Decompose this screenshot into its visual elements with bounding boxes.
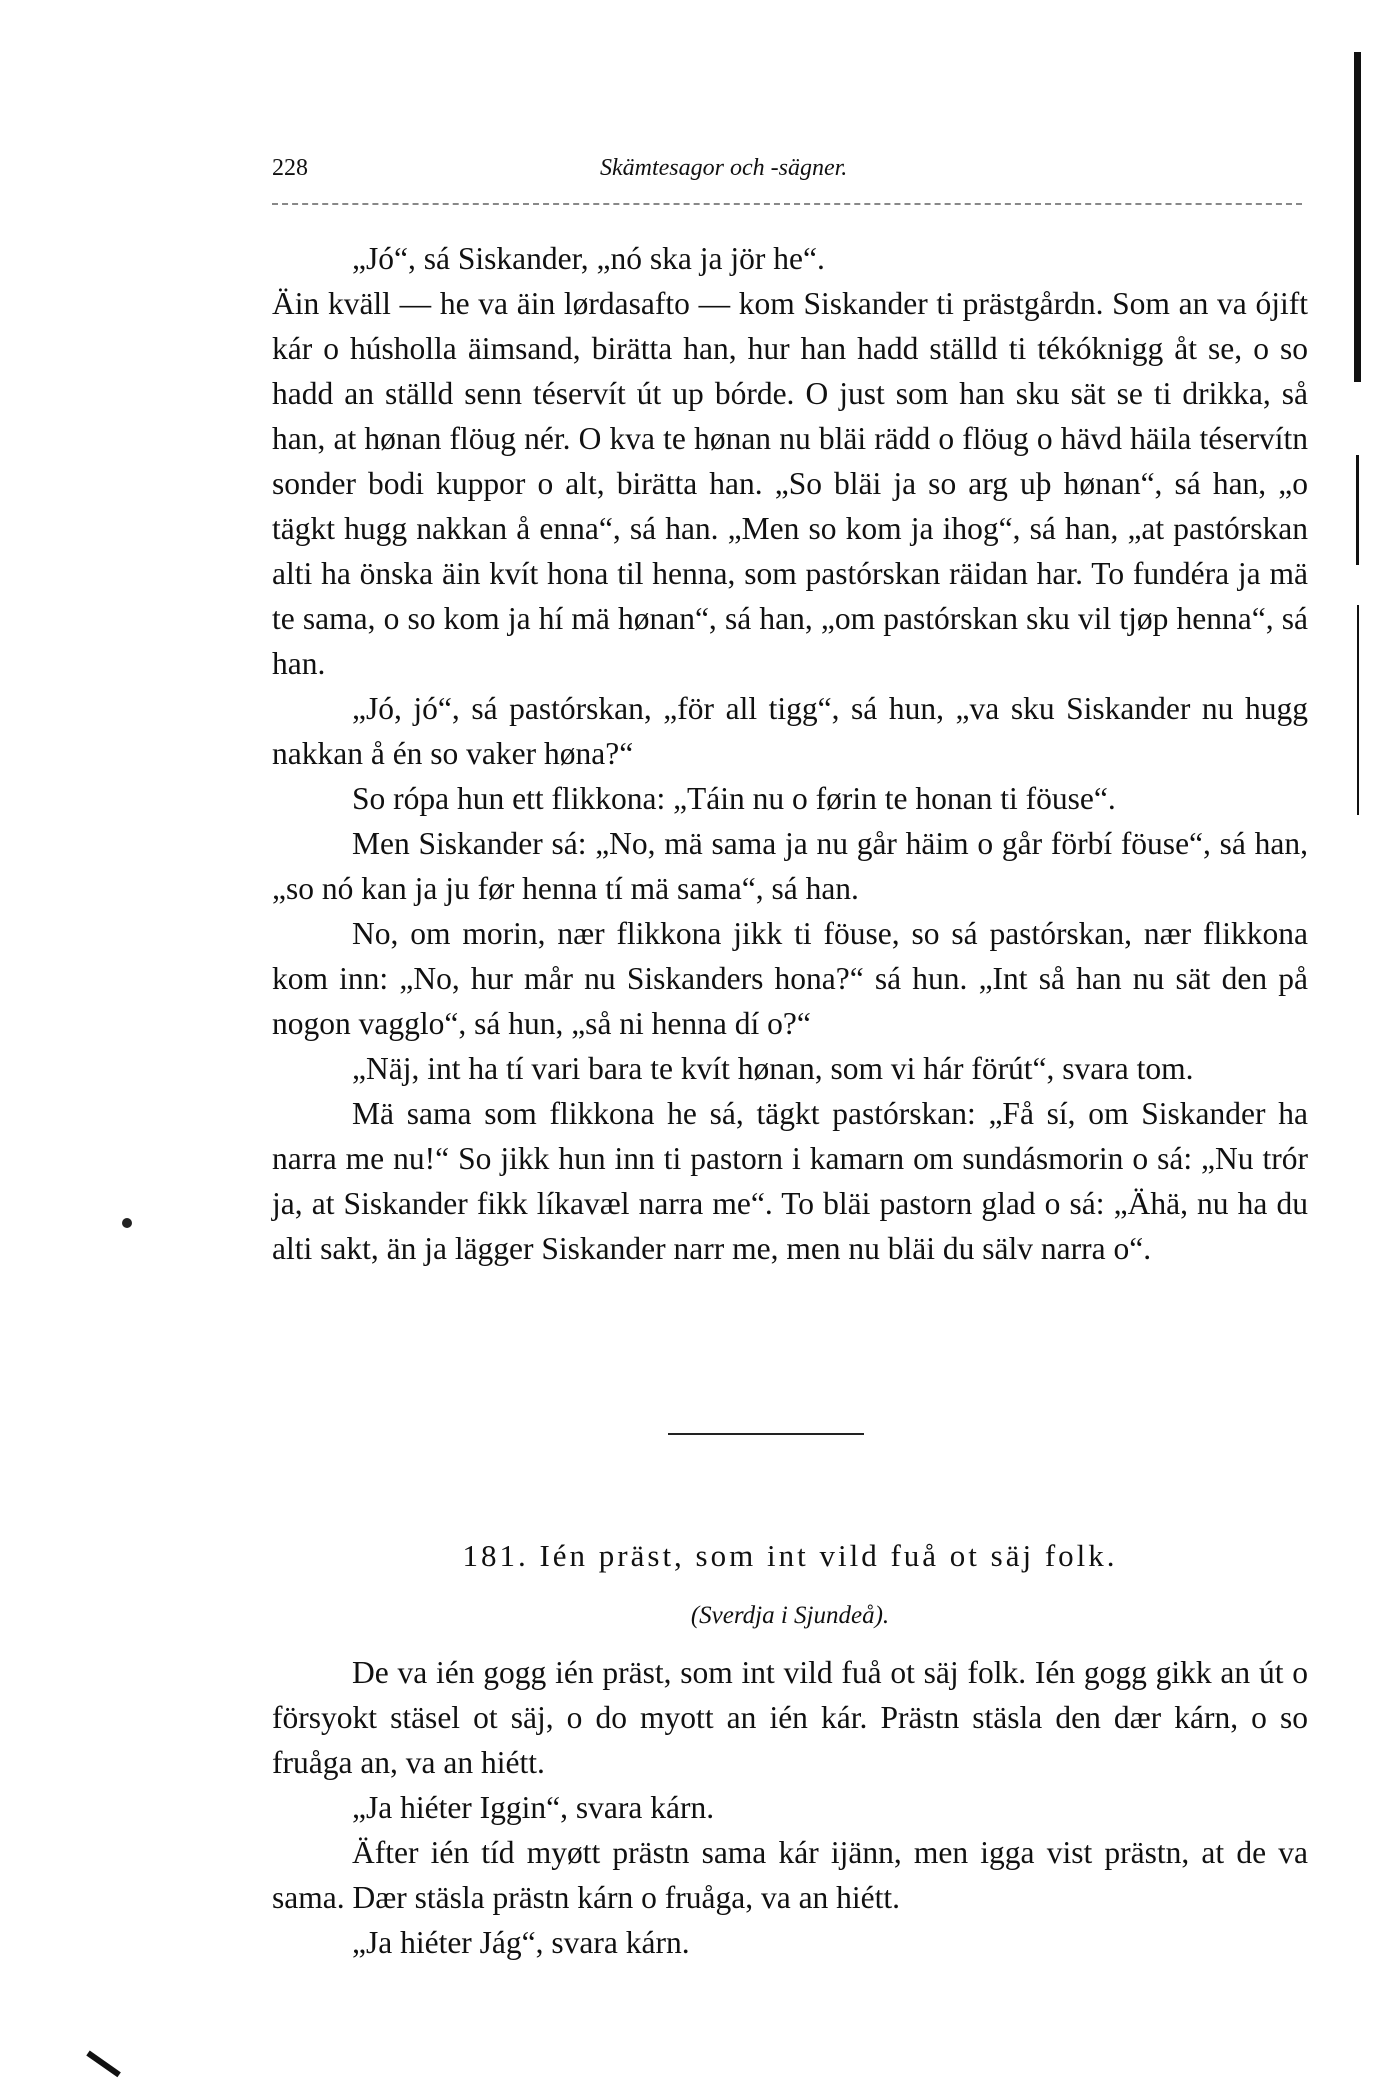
- paragraph: Äin kväll — he va äin lørdasafto — kom Siskander ti prästgårdn. Som an va ójift kár o húsholla äimsand, birätta han, hur han hadd ställd ti tékóknigg åt se, o so hadd an ställd senn téservít út up bórde. O just som han sku sät se ti drikka, så han, at hønan flöug nér. O kva te hønan nu bläi rädd o flöug o hävd häila téservítn sonder bodi kuppor o alt, birätta han. „So bläi ja so arg uþ hønan“, sá han, „o tägkt hugg nakkan å enna“, sá han. „Men so kom ja ihog“, sá han, „at pastórskan alti ha önska äin kvít hona til henna, som pastórskan räidan har. To fundéra ja mä te sama, o so kom ja hí mä hønan“, sá han, „om pastórskan sku vil tjøp henna“, sá han.: [272, 286, 1308, 681]
- paragraph: No, om morin, nær flikkona jikk ti föuse, so sá pastórskan, nær flikkona kom inn: „No, hur mår nu Siskanders hona?“ sá hun. „Int så han nu sät den på nogon vagglo“, sá hun, „så ni henna dí o?“: [272, 916, 1308, 1041]
- source-note: (Sverdja i Sjundeå).: [690, 1602, 890, 1629]
- paragraph: Äfter ién tíd myøtt prästn sama kár ijänn, men igga vist prästn, at de va sama. Dær stäsla prästn kárn o fruåga, va an hiétt.: [272, 1835, 1308, 1915]
- story-continuation: [272, 236, 1308, 1271]
- scan-edge-mark: [1354, 52, 1361, 382]
- scan-corner-mark: [86, 2051, 121, 2078]
- paragraph: „Jó, jó“, sá pastórskan, „för all tigg“, sá hun, „va sku Siskander nu hugg nakkan å én so vaker høna?“: [272, 691, 1308, 771]
- scan-edge-mark: [1357, 605, 1359, 815]
- section-divider: [668, 1433, 864, 1435]
- paragraph: „Näj, int ha tí vari bara te kvít hønan, som vi hár förút“, svara tom.: [352, 1051, 1194, 1086]
- paragraph: „Jó“, sá Siskander, „nó ska ja jör he“.: [352, 241, 825, 276]
- paragraph: „Ja hiéter Iggin“, svara kárn.: [352, 1790, 715, 1825]
- page-header: [272, 155, 1312, 195]
- paragraph: „Ja hiéter Jág“, svara kárn.: [352, 1925, 690, 1960]
- paragraph: Mä sama som flikkona he sá, tägkt pastórskan: „Få sí, om Siskander ha narra me nu!“ So jikk hun inn ti pastorn i kamarn om sundásmorin o sá: „Nu trór ja, at Siskander fikk líkavæl narra me“. To bläi pastorn glad o sá: „Ähä, nu ha du alti sakt, än ja lägger Siskander narr me, men nu bläi du sälv narra o“.: [272, 1096, 1308, 1266]
- scan-speck: [122, 1218, 132, 1228]
- section-body: [272, 1650, 1308, 1965]
- header-rule: [272, 203, 1302, 205]
- paragraph: De va ién gogg ién präst, som int vild fuå ot säj folk. Ién gogg gikk an út o försyokt stäsel ot säj, o do myott an ién kár. Prästn stäsla den dær kárn, o so fruåga an, va an hiétt.: [272, 1655, 1308, 1780]
- paragraph: So rópa hun ett flikkona: „Táin nu o førin te honan ti föuse“.: [352, 781, 1116, 816]
- paragraph: Men Siskander sá: „No, mä sama ja nu går häim o går förbí föuse“, sá han, „so nó kan ja ju før henna tí mä sama“, sá han.: [272, 826, 1308, 906]
- page-number: 228: [272, 155, 308, 181]
- running-title: Skämtesagor och -sägner.: [600, 155, 848, 181]
- scan-edge-mark: [1356, 455, 1359, 565]
- section-heading: 181. Ién präst, som int vild fuå ot säj folk.: [462, 1538, 1118, 1573]
